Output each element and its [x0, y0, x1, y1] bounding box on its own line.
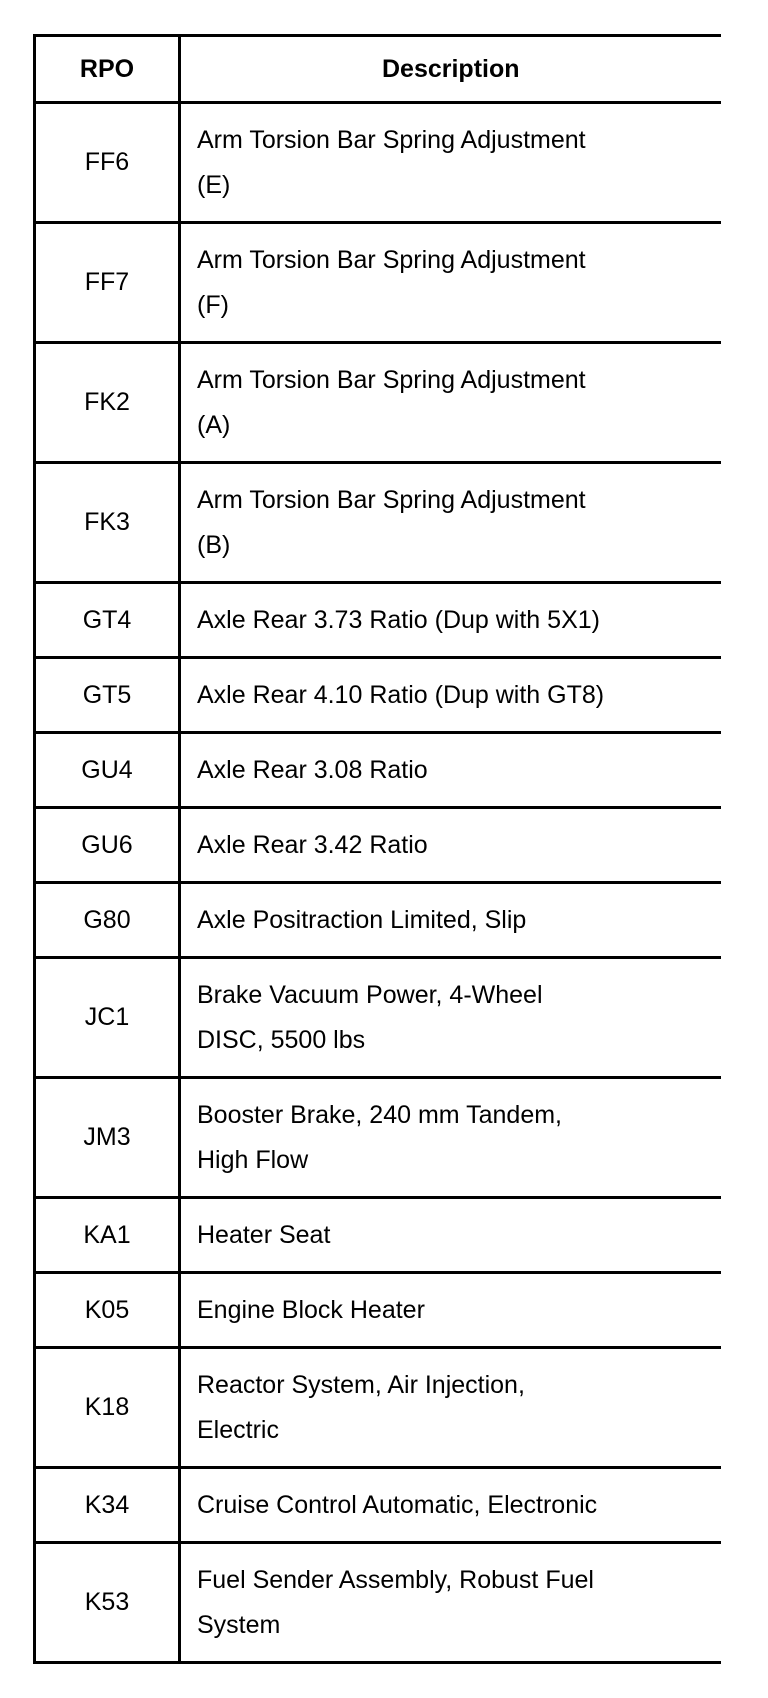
rpo-code-cell: K53 — [35, 1543, 180, 1663]
table-row — [35, 808, 721, 883]
rpo-code-cell: GT4 — [35, 583, 180, 658]
description-line: Cruise Control Automatic, Electronic — [197, 1490, 598, 1519]
description-line: Arm Torsion Bar Spring Adjustment — [197, 125, 586, 154]
table-row — [35, 883, 721, 958]
description-cell — [180, 1543, 721, 1663]
rpo-code-cell: JM3 — [35, 1078, 180, 1198]
rpo-code-cell: K18 — [35, 1348, 180, 1468]
description-line: Arm Torsion Bar Spring Adjustment — [197, 485, 586, 514]
rpo-code-cell: GT5 — [35, 658, 180, 733]
rpo-table — [33, 34, 721, 1664]
description-line: Arm Torsion Bar Spring Adjustment — [197, 365, 586, 394]
description-line: Engine Block Heater — [197, 1295, 425, 1324]
table-row — [35, 103, 721, 223]
table-row — [35, 223, 721, 343]
description-cell — [180, 343, 721, 463]
description-cell — [180, 808, 721, 883]
description-cell — [180, 103, 721, 223]
description-cell — [180, 733, 721, 808]
rpo-code-cell: JC1 — [35, 958, 180, 1078]
description-cell — [180, 1198, 721, 1273]
description-line: High Flow — [197, 1145, 309, 1174]
description-line: System — [197, 1610, 281, 1639]
table-row — [35, 1468, 721, 1543]
description-line: Axle Rear 3.42 Ratio — [197, 830, 428, 859]
table-row — [35, 733, 721, 808]
description-line: Electric — [197, 1415, 279, 1444]
description-line: Booster Brake, 240 mm Tandem, — [197, 1100, 562, 1129]
table-row — [35, 1078, 721, 1198]
description-cell — [180, 463, 721, 583]
rpo-code-cell: FK3 — [35, 463, 180, 583]
table-header-row — [35, 36, 721, 103]
description-cell — [180, 883, 721, 958]
description-line: Axle Positraction Limited, Slip — [197, 905, 527, 934]
description-line: Axle Rear 3.73 Ratio (Dup with 5X1) — [197, 605, 600, 634]
description-cell — [180, 958, 721, 1078]
rpo-code-cell: KA1 — [35, 1198, 180, 1273]
table-row — [35, 1543, 721, 1663]
table-row — [35, 1273, 721, 1348]
rpo-code-cell: G80 — [35, 883, 180, 958]
description-cell — [180, 583, 721, 658]
table-row — [35, 1348, 721, 1468]
description-line: Axle Rear 4.10 Ratio (Dup with GT8) — [197, 680, 605, 709]
rpo-code-cell: FF6 — [35, 103, 180, 223]
table-row — [35, 958, 721, 1078]
description-line: (F) — [197, 290, 229, 319]
table-row — [35, 658, 721, 733]
description-cell — [180, 1273, 721, 1348]
description-cell — [180, 1348, 721, 1468]
description-line: Reactor System, Air Injection, — [197, 1370, 525, 1399]
description-line: (A) — [197, 410, 231, 439]
description-line: Fuel Sender Assembly, Robust Fuel — [197, 1565, 594, 1594]
description-line: Brake Vacuum Power, 4-Wheel — [197, 980, 543, 1009]
table-row — [35, 1198, 721, 1273]
description-line: (B) — [197, 530, 231, 559]
table-row — [35, 463, 721, 583]
description-column-header: Description — [180, 36, 721, 103]
description-line: (E) — [197, 170, 231, 199]
description-cell — [180, 223, 721, 343]
description-cell — [180, 658, 721, 733]
rpo-code-cell: K34 — [35, 1468, 180, 1543]
table-row — [35, 343, 721, 463]
rpo-code-cell: FF7 — [35, 223, 180, 343]
description-line: DISC, 5500 lbs — [197, 1025, 366, 1054]
description-line: Heater Seat — [197, 1220, 331, 1249]
rpo-code-cell: GU6 — [35, 808, 180, 883]
description-line: Arm Torsion Bar Spring Adjustment — [197, 245, 586, 274]
description-cell — [180, 1078, 721, 1198]
description-line: Axle Rear 3.08 Ratio — [197, 755, 428, 784]
rpo-code-cell: GU4 — [35, 733, 180, 808]
table-body — [35, 103, 721, 1663]
rpo-code-cell: FK2 — [35, 343, 180, 463]
rpo-column-header: RPO — [35, 36, 180, 103]
table-row — [35, 583, 721, 658]
rpo-code-cell: K05 — [35, 1273, 180, 1348]
description-cell — [180, 1468, 721, 1543]
